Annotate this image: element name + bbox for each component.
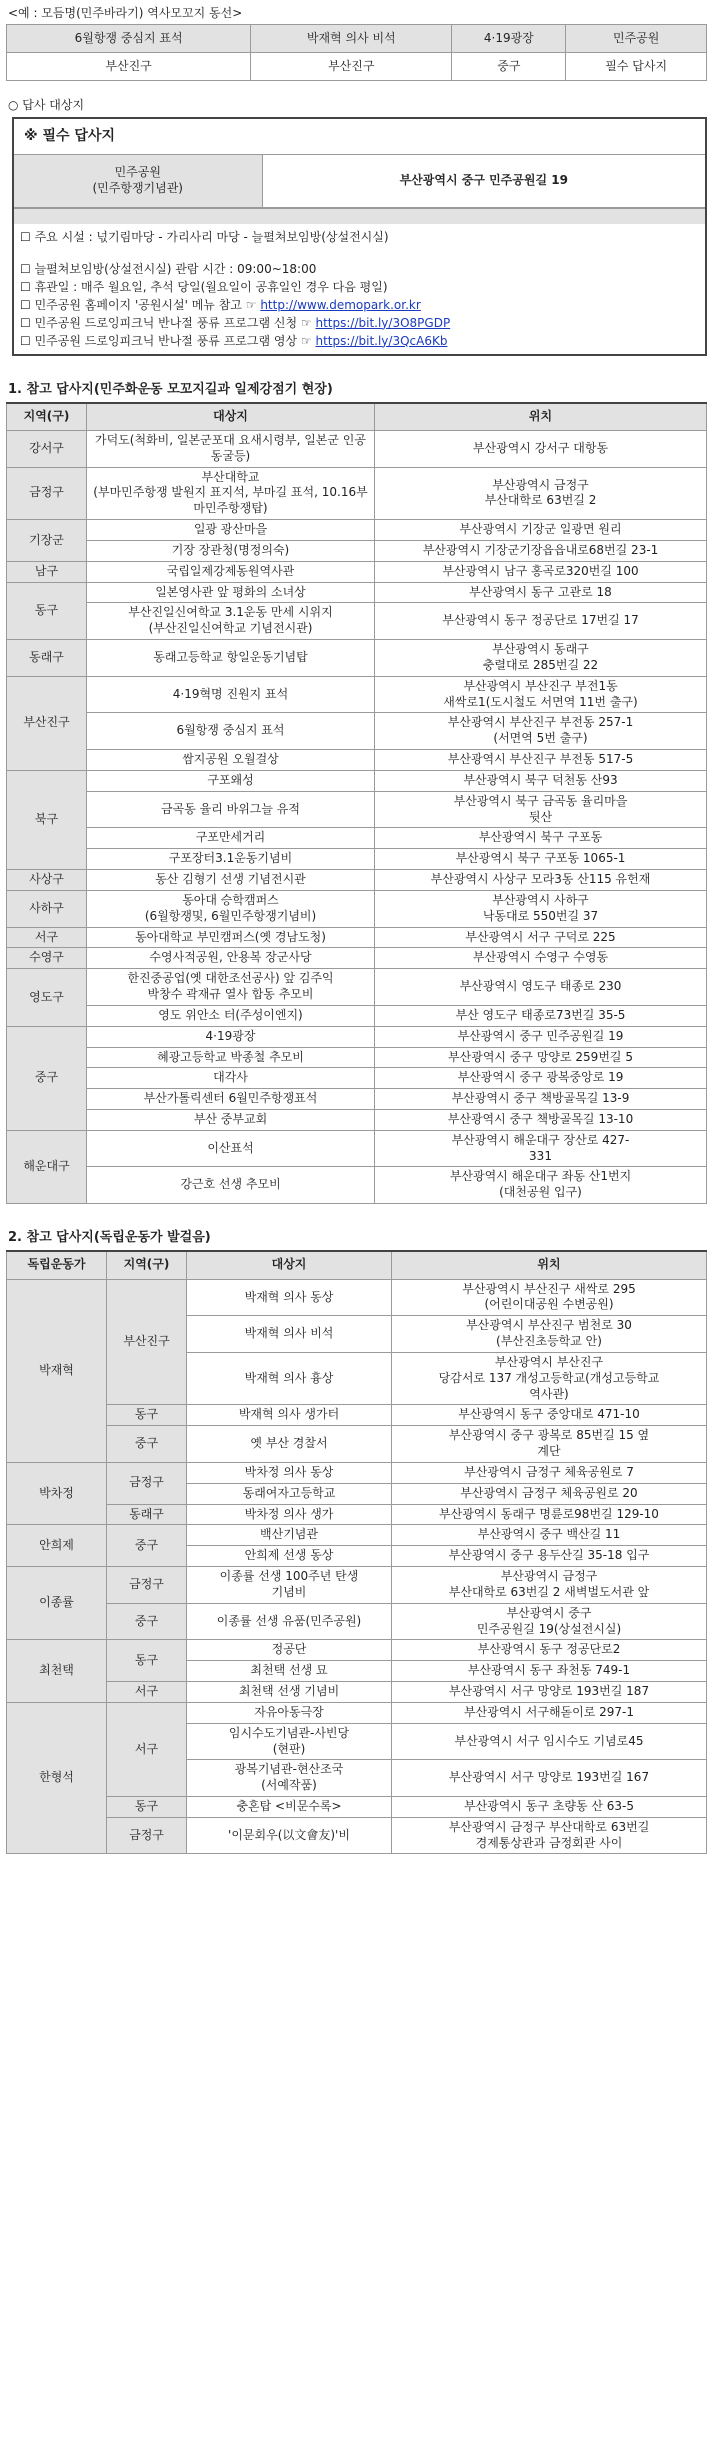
table-row: [7, 520, 707, 541]
note-facilities: ☐ 주요 시설 : 넋기림마당 - 가리사리 마당 - 늘펼쳐보임방(상설전시실): [20, 229, 389, 244]
required-notes: [14, 224, 705, 354]
location-cell: 부산광역시 금정구 부산대학로 63번길 2: [375, 467, 707, 519]
route-district: 필수 답사지: [566, 53, 707, 81]
table-row: [7, 969, 707, 1006]
route-caption: <예 : 모듬명(민주바라기) 역사모꼬지 동선>: [8, 6, 243, 20]
site-cell: 기장 장관청(명정의숙): [87, 540, 375, 561]
location-cell: 부산광역시 중구 민주공원길 19: [375, 1026, 707, 1047]
region-cell: 서구: [107, 1682, 187, 1703]
location-cell: 부산광역시 금정구 부산대학로 63번길 2 새벽벌도서관 앞: [392, 1567, 707, 1604]
region-cell: 강서구: [7, 431, 87, 468]
region-cell: 남구: [7, 561, 87, 582]
location-cell: 부산광역시 부산진구 부전1동 새싹로1(도시철도 서면역 11번 출구): [375, 676, 707, 713]
table-row: [7, 1047, 707, 1068]
site-cell: 쌈지공원 오월걸상: [87, 750, 375, 771]
region-cell: 동구: [107, 1796, 187, 1817]
site-cell: 구포장터3.1운동기념비: [87, 849, 375, 870]
table-row: [7, 750, 707, 771]
location-cell: 부산광역시 사상구 모라3동 산115 유헌재: [375, 870, 707, 891]
col-header-location: 위치: [375, 403, 707, 431]
program-apply-link[interactable]: https://bit.ly/3O8PGDP: [315, 315, 451, 330]
region-cell: 금정구: [107, 1462, 187, 1504]
route-table: [6, 24, 707, 81]
region-cell: 동구: [7, 582, 87, 639]
site-cell: 박차정 의사 생가: [187, 1504, 392, 1525]
location-cell: 부산광역시 금정구 부산대학로 63번길 경제통상관과 금정회관 사이: [392, 1817, 707, 1854]
site-cell: 박재혁 의사 생가터: [187, 1405, 392, 1426]
site-cell: 박재혁 의사 흉상: [187, 1352, 392, 1404]
location-cell: 부산광역시 동구 정공단로2: [392, 1640, 707, 1661]
location-cell: 부산광역시 동구 정공단로 17번길 17: [375, 603, 707, 640]
col-header-site: 대상지: [87, 403, 375, 431]
site-cell: 가덕도(척화비, 일본군포대 요새시령부, 일본군 인공동굴등): [87, 431, 375, 468]
table-row: [7, 1405, 707, 1426]
site-cell: 부산대학교 (부마민주항쟁 발원지 표지석, 부마길 표석, 10.16부마민주항쟁탑): [87, 467, 375, 519]
route-stop: 민주공원: [566, 25, 707, 53]
required-title: ※ 필수 답사지: [14, 119, 705, 155]
table-row: [7, 791, 707, 828]
region-cell: 영도구: [7, 969, 87, 1026]
region-cell: 기장군: [7, 520, 87, 562]
location-cell: 부산광역시 동구 초량동 산 63-5: [392, 1796, 707, 1817]
table-row: [7, 561, 707, 582]
route-stop: 박재혁 의사 비석: [251, 25, 452, 53]
region-cell: 수영구: [7, 948, 87, 969]
location-cell: 부산광역시 금정구 체육공원로 20: [392, 1483, 707, 1504]
site-cell: 국립일제강제동원역사관: [87, 561, 375, 582]
location-cell: 부산광역시 사하구 낙동대로 550번길 37: [375, 890, 707, 927]
person-cell: 안희제: [7, 1525, 107, 1567]
location-cell: 부산광역시 중구 책방골목길 13-9: [375, 1089, 707, 1110]
site-cell: 혜광고등학교 박종철 추모비: [87, 1047, 375, 1068]
location-cell: 부산광역시 중구 책방골목길 13-10: [375, 1109, 707, 1130]
region-cell: 동구: [107, 1640, 187, 1682]
site-cell: 광복기념관-현산조국 (서예작품): [187, 1760, 392, 1797]
table-row: [7, 927, 707, 948]
site-cell: 옛 부산 경찰서: [187, 1426, 392, 1463]
note-closed: ☐ 휴관일 : 매주 월요일, 추석 당일(월요일이 공휴일인 경우 다음 평일): [20, 279, 388, 294]
table-row: [7, 1167, 707, 1204]
site-cell: '이문회우(以文會友)'비: [187, 1817, 392, 1854]
location-cell: 부산광역시 서구 구덕로 225: [375, 927, 707, 948]
table-row: [7, 1796, 707, 1817]
site-cell: 4·19광장: [87, 1026, 375, 1047]
program-video-link[interactable]: https://bit.ly/3QcA6Kb: [315, 333, 448, 348]
required-address: 부산광역시 중구 민주공원길 19: [262, 155, 705, 207]
region-cell: 서구: [107, 1702, 187, 1796]
route-district: 중구: [452, 53, 566, 81]
region-cell: 서구: [7, 927, 87, 948]
region-cell: 북구: [7, 770, 87, 869]
note-program-apply: ☐ 민주공원 드로잉피크닉 반나절 풍류 프로그램 신청 ☞ https://bit.ly/3O8PGDP: [20, 315, 451, 330]
table-row: [7, 1702, 707, 1723]
homepage-link[interactable]: http://www.demopark.or.kr: [260, 297, 421, 312]
site-cell: 이산표석: [87, 1130, 375, 1167]
site-cell: 백산기념관: [187, 1525, 392, 1546]
site-cell: 부산진일신여학교 3.1운동 만세 시위지 (부산진일신여학교 기념전시관): [87, 603, 375, 640]
site-cell: 일본영사관 앞 평화의 소녀상: [87, 582, 375, 603]
required-spot-box: [12, 117, 707, 356]
table-row: [7, 870, 707, 891]
site-cell: 박재혁 의사 동상: [187, 1279, 392, 1316]
location-cell: 부산광역시 동래구 충렬대로 285번길 22: [375, 640, 707, 677]
note-program-video: ☐ 민주공원 드로잉피크닉 반나절 풍류 프로그램 영상 ☞ https://bit.ly/3QcA6Kb: [20, 333, 448, 348]
location-cell: 부산광역시 부산진구 새싹로 295 (어린이대공원 수변공원): [392, 1279, 707, 1316]
table-row: [7, 1640, 707, 1661]
site-cell: 박재혁 의사 비석: [187, 1316, 392, 1353]
table-row: [7, 1426, 707, 1463]
table-row: [7, 1005, 707, 1026]
region-cell: 금정구: [107, 1817, 187, 1854]
location-cell: 부산광역시 중구 민주공원길 19(상설전시실): [392, 1603, 707, 1640]
col-header-region: 지역(구): [107, 1251, 187, 1279]
site-cell: 부산 중부교회: [87, 1109, 375, 1130]
site-cell: 구포만세거리: [87, 828, 375, 849]
required-label: 민주공원 (민주항쟁기념관): [14, 155, 262, 207]
table-row: [7, 1462, 707, 1483]
location-cell: 부산광역시 중구 광복로 85번길 15 옆 계단: [392, 1426, 707, 1463]
site-cell: 영도 위안소 터(주성이엔지): [87, 1005, 375, 1026]
region-cell: 동구: [107, 1405, 187, 1426]
region-cell: 해운대구: [7, 1130, 87, 1203]
region-cell: 부산진구: [7, 676, 87, 770]
section1-table: [6, 402, 707, 1205]
table-row: [7, 640, 707, 677]
section2-table: [6, 1250, 707, 1854]
section2-title: 2. 참고 답사지(독립운동가 발걸음): [8, 1230, 211, 1246]
region-cell: 사상구: [7, 870, 87, 891]
table-row: [7, 1817, 707, 1854]
location-cell: 부산광역시 동래구 명륜로98번길 129-10: [392, 1504, 707, 1525]
region-cell: 사하구: [7, 890, 87, 927]
table-row: [7, 1109, 707, 1130]
table-row: [7, 582, 707, 603]
region-cell: 동래구: [107, 1504, 187, 1525]
site-cell: 동산 김형기 선생 기념전시관: [87, 870, 375, 891]
site-cell: 금곡동 율리 바위그늘 유적: [87, 791, 375, 828]
site-cell: 동래고등학교 항일운동기념탑: [87, 640, 375, 677]
location-cell: 부산광역시 금정구 체육공원로 7: [392, 1462, 707, 1483]
table-row: [7, 1068, 707, 1089]
site-cell: 최천택 선생 기념비: [187, 1682, 392, 1703]
site-cell: 자유아동극장: [187, 1702, 392, 1723]
site-cell: 동아대 승학캠퍼스 (6월항쟁및, 6월민주항쟁기념비): [87, 890, 375, 927]
note-hours: ☐ 늘펼쳐보임방(상설전시실) 관람 시간 : 09:00~18:00: [20, 261, 317, 276]
site-cell: 수영사적공원, 안용복 장군사당: [87, 948, 375, 969]
table-row: [7, 1525, 707, 1546]
table-row: [7, 713, 707, 750]
location-cell: 부산광역시 동구 좌천동 749-1: [392, 1661, 707, 1682]
location-cell: 부산광역시 부산진구 부전동 257-1 (서면역 5번 출구): [375, 713, 707, 750]
route-district: 부산진구: [251, 53, 452, 81]
table-row: [7, 1504, 707, 1525]
table-row: [7, 1089, 707, 1110]
location-cell: 부산광역시 북구 구포동: [375, 828, 707, 849]
location-cell: 부산광역시 북구 덕천동 산93: [375, 770, 707, 791]
col-header-person: 독립운동가: [7, 1251, 107, 1279]
location-cell: 부산광역시 남구 홍곡로320번길 100: [375, 561, 707, 582]
location-cell: 부산광역시 서구 망양로 193번길 187: [392, 1682, 707, 1703]
location-cell: 부산광역시 중구 광복중앙로 19: [375, 1068, 707, 1089]
table-row: [7, 849, 707, 870]
location-cell: 부산광역시 수영구 수영동: [375, 948, 707, 969]
site-cell: 안희제 선생 동상: [187, 1546, 392, 1567]
region-cell: 중구: [7, 1026, 87, 1130]
table-row: [7, 676, 707, 713]
table-row: [7, 770, 707, 791]
person-cell: 한형석: [7, 1702, 107, 1854]
table-row: [7, 540, 707, 561]
spacer: [14, 208, 705, 224]
region-cell: 부산진구: [107, 1279, 187, 1405]
location-cell: 부산광역시 북구 구포동 1065-1: [375, 849, 707, 870]
location-cell: 부산 영도구 태종로73번길 35-5: [375, 1005, 707, 1026]
person-cell: 이종률: [7, 1567, 107, 1640]
site-cell: 최천택 선생 묘: [187, 1661, 392, 1682]
table-row: [7, 1026, 707, 1047]
col-header-location: 위치: [392, 1251, 707, 1279]
location-cell: 부산광역시 중구 망양로 259번길 5: [375, 1047, 707, 1068]
region-cell: 금정구: [107, 1567, 187, 1604]
location-cell: 부산광역시 영도구 태종로 230: [375, 969, 707, 1006]
person-cell: 최천택: [7, 1640, 107, 1702]
location-cell: 부산광역시 중구 용두산길 35-18 입구: [392, 1546, 707, 1567]
location-cell: 부산광역시 해운대구 장산로 427- 331: [375, 1130, 707, 1167]
route-stop: 4·19광장: [452, 25, 566, 53]
location-cell: 부산광역시 중구 백산길 11: [392, 1525, 707, 1546]
subheading: ○ 답사 대상지: [8, 98, 85, 112]
site-cell: 부산가톨릭센터 6월민주항쟁표석: [87, 1089, 375, 1110]
region-cell: 동래구: [7, 640, 87, 677]
col-header-site: 대상지: [187, 1251, 392, 1279]
site-cell: 6월항쟁 중심지 표석: [87, 713, 375, 750]
site-cell: 정공단: [187, 1640, 392, 1661]
region-cell: 금정구: [7, 467, 87, 519]
site-cell: 이종률 선생 유품(민주공원): [187, 1603, 392, 1640]
site-cell: 임시수도기념관-사빈당 (현판): [187, 1723, 392, 1760]
site-cell: 일광 광산마을: [87, 520, 375, 541]
table-row: [7, 467, 707, 519]
table-row: [7, 1603, 707, 1640]
region-cell: 중구: [107, 1426, 187, 1463]
site-cell: 4·19혁명 진원지 표석: [87, 676, 375, 713]
person-cell: 박차정: [7, 1462, 107, 1524]
site-cell: 박차정 의사 동상: [187, 1462, 392, 1483]
location-cell: 부산광역시 강서구 대항동: [375, 431, 707, 468]
table-row: [7, 828, 707, 849]
location-cell: 부산광역시 부산진구 당감서로 137 개성고등학교(개성고등학교 역사관): [392, 1352, 707, 1404]
location-cell: 부산광역시 동구 중앙대로 471-10: [392, 1405, 707, 1426]
table-row: [7, 1682, 707, 1703]
site-cell: 동아대학교 부민캠퍼스(옛 경남도청): [87, 927, 375, 948]
location-cell: 부산광역시 동구 고관로 18: [375, 582, 707, 603]
site-cell: 대각사: [87, 1068, 375, 1089]
location-cell: 부산광역시 해운대구 좌동 산1번지 (대천공원 입구): [375, 1167, 707, 1204]
location-cell: 부산광역시 서구 임시수도 기념로45: [392, 1723, 707, 1760]
table-row: [7, 890, 707, 927]
site-cell: 강근호 선생 추모비: [87, 1167, 375, 1204]
region-cell: 중구: [107, 1525, 187, 1567]
note-homepage: ☐ 민주공원 홈페이지 '공원시설' 메뉴 참고 ☞ http://www.demopark.or.kr: [20, 297, 421, 312]
location-cell: 부산광역시 서구해돋이로 297-1: [392, 1702, 707, 1723]
section1-title: 1. 참고 답사지(민주화운동 모꼬지길과 일제강점기 현장): [8, 381, 333, 397]
location-cell: 부산광역시 북구 금곡동 율리마을 뒷산: [375, 791, 707, 828]
table-row: [7, 603, 707, 640]
table-row: [7, 431, 707, 468]
site-cell: 한진중공업(옛 대한조선공사) 앞 김주익 박창수 곽재규 열사 합동 추모비: [87, 969, 375, 1006]
table-row: [7, 1130, 707, 1167]
table-row: [7, 1567, 707, 1604]
route-stop: 6월항쟁 중심지 표석: [7, 25, 251, 53]
location-cell: 부산광역시 부산진구 범천로 30 (부산진초등학교 안): [392, 1316, 707, 1353]
site-cell: 구포왜성: [87, 770, 375, 791]
site-cell: 충혼탑 <비문수록>: [187, 1796, 392, 1817]
table-row: [7, 1279, 707, 1316]
site-cell: 이종률 선생 100주년 탄생 기념비: [187, 1567, 392, 1604]
col-header-region: 지역(구): [7, 403, 87, 431]
region-cell: 중구: [107, 1603, 187, 1640]
route-district: 부산진구: [7, 53, 251, 81]
location-cell: 부산광역시 부산진구 부전동 517-5: [375, 750, 707, 771]
person-cell: 박재혁: [7, 1279, 107, 1462]
location-cell: 부산광역시 기장군 일광면 원리: [375, 520, 707, 541]
location-cell: 부산광역시 서구 망양로 193번길 167: [392, 1760, 707, 1797]
site-cell: 동래여자고등학교: [187, 1483, 392, 1504]
table-row: [7, 948, 707, 969]
location-cell: 부산광역시 기장군기장읍읍내로68번길 23-1: [375, 540, 707, 561]
